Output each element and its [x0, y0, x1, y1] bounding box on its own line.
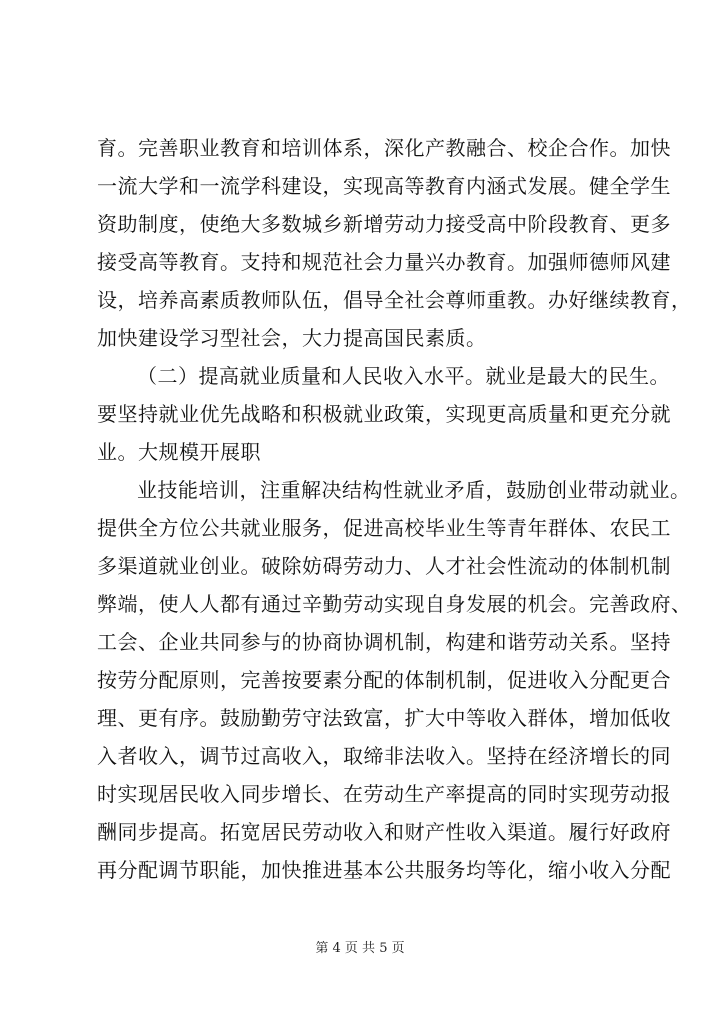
paragraph-line: 业。大规模开展职 — [97, 440, 261, 464]
paragraph-line: 入者收入，调节过高收入，取缔非法收入。坚持在经济增长的同 — [97, 744, 671, 768]
paragraph-line: 多渠道就业创业。破除妨碍劳动力、人才社会性流动的体制机制 — [97, 554, 671, 578]
page-number-footer: 第 4 页 共 5 页 — [315, 941, 405, 956]
paragraph-line: 接受高等教育。支持和规范社会力量兴办教育。加强师德师风建 — [97, 250, 671, 274]
paragraph-line: 弊端，使人人都有通过辛勤劳动实现自身发展的机会。完善政府、 — [97, 592, 692, 616]
paragraph-line: 设，培养高素质教师队伍，倡导全社会尊师重教。办好继续教育， — [97, 288, 692, 312]
paragraph-line: 工会、企业共同参与的协商协调机制，构建和谐劳动关系。坚持 — [97, 630, 671, 654]
paragraph-line: 要坚持就业优先战略和积极就业政策，实现更高质量和更充分就 — [97, 402, 671, 426]
paragraph-line: 再分配调节职能，加快推进基本公共服务均等化，缩小收入分配 — [97, 858, 671, 882]
paragraph-line: 资助制度，使绝大多数城乡新增劳动力接受高中阶段教育、更多 — [97, 212, 671, 236]
paragraph-line: 育。完善职业教育和培训体系，深化产教融合、校企合作。加快 — [97, 136, 671, 160]
paragraph-line: 一流大学和一流学科建设，实现高等教育内涵式发展。健全学生 — [97, 174, 671, 198]
paragraph-line: 按劳分配原则，完善按要素分配的体制机制，促进收入分配更合 — [97, 668, 671, 692]
section-heading-line: （二）提高就业质量和人民收入水平。就业是最大的民生。 — [137, 364, 670, 388]
paragraph-line: 加快建设学习型社会，大力提高国民素质。 — [97, 326, 487, 350]
paragraph-line: 理、更有序。鼓励勤劳守法致富，扩大中等收入群体，增加低收 — [97, 706, 671, 730]
paragraph-line: 酬同步提高。拓宽居民劳动收入和财产性收入渠道。履行好政府 — [97, 820, 671, 844]
paragraph-line: 时实现居民收入同步增长、在劳动生产率提高的同时实现劳动报 — [97, 782, 671, 806]
paragraph-line: 提供全方位公共就业服务，促进高校毕业生等青年群体、农民工 — [97, 516, 671, 540]
paragraph-line: 业技能培训，注重解决结构性就业矛盾，鼓励创业带动就业。 — [137, 478, 691, 502]
